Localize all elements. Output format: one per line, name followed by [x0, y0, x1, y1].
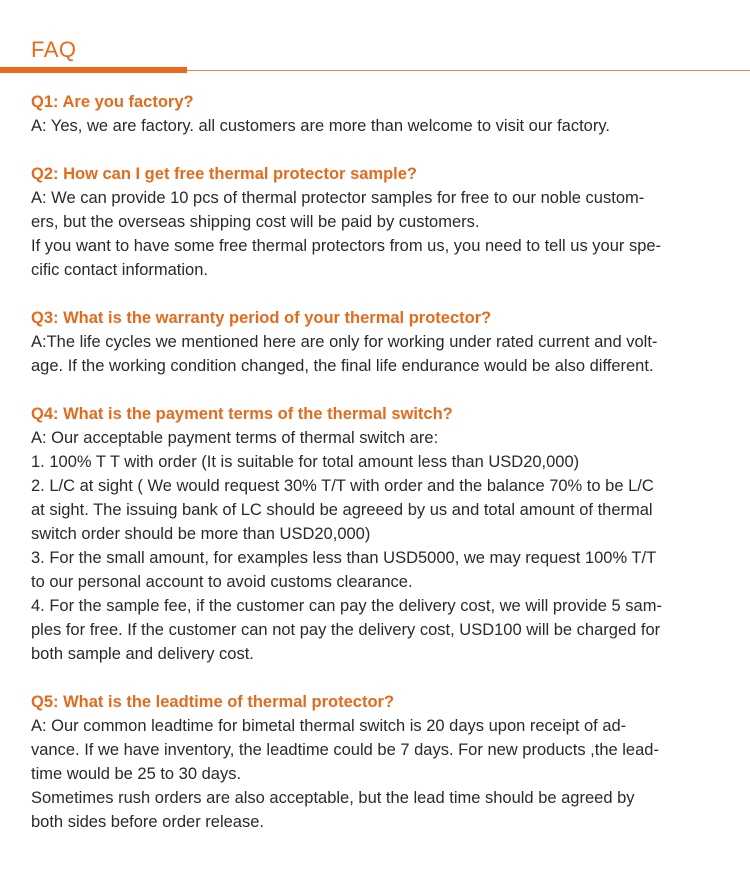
faq-question: Q3: What is the warranty period of your thermal protector? — [31, 309, 492, 327]
faq-item-3 — [31, 306, 711, 378]
faq-answer-line: age. If the working condition changed, the final life endurance would be also different. — [31, 357, 654, 375]
faq-question: Q1: Are you factory? — [31, 93, 194, 111]
faq-answer-line: both sides before order release. — [31, 813, 264, 831]
faq-answer-line: at sight. The issuing bank of LC should be agreeed by us and total amount of thermal — [31, 501, 653, 519]
faq-question: Q4: What is the payment terms of the thermal switch? — [31, 405, 453, 423]
faq-answer-line: If you want to have some free thermal protectors from us, you need to tell us your spe- — [31, 237, 662, 255]
faq-answer-line: ples for free. If the customer can not pay the delivery cost, USD100 will be charged for — [31, 621, 661, 639]
faq-answer-line: 1. 100% T T with order (It is suitable for total amount less than USD20,000) — [31, 453, 580, 471]
faq-answer-line: to our personal account to avoid customs clearance. — [31, 573, 413, 591]
faq-question: Q5: What is the leadtime of thermal protector? — [31, 693, 395, 711]
faq-answer-line: A: Yes, we are factory. all customers are more than welcome to visit our factory. — [31, 117, 610, 135]
faq-answer-line: A: Our common leadtime for bimetal thermal switch is 20 days upon receipt of ad- — [31, 717, 627, 735]
faq-item-5 — [31, 690, 711, 834]
faq-answer-line: 4. For the sample fee, if the customer can pay the delivery cost, we will provide 5 sam- — [31, 597, 662, 615]
faq-answer-line: ers, but the overseas shipping cost will be paid by customers. — [31, 213, 480, 231]
faq-answer-line: A: Our acceptable payment terms of thermal switch are: — [31, 429, 439, 447]
faq-item-2 — [31, 162, 711, 282]
faq-answer-line: 2. L/C at sight ( We would request 30% T/T with order and the balance 70% to be L/C — [31, 477, 654, 495]
faq-answer-line: A: We can provide 10 pcs of thermal protector samples for free to our noble custom- — [31, 189, 645, 207]
faq-answer-line: cific contact information. — [31, 261, 208, 279]
faq-item-1 — [31, 90, 711, 138]
faq-answer-line: 3. For the small amount, for examples less than USD5000, we may request 100% T/T — [31, 549, 657, 567]
faq-answer-line: A:The life cycles we mentioned here are only for working under rated current and volt- — [31, 333, 658, 351]
faq-answer-line: Sometimes rush orders are also acceptable, but the lead time should be agreed by — [31, 789, 635, 807]
faq-list — [31, 90, 711, 858]
faq-answer-line: both sample and delivery cost. — [31, 645, 254, 663]
header-accent-bar — [0, 67, 187, 73]
page-title: FAQ — [31, 37, 77, 62]
faq-answer-line: time would be 25 to 30 days. — [31, 765, 242, 783]
faq-answer-line: switch order should be more than USD20,000) — [31, 525, 371, 543]
faq-item-4 — [31, 402, 711, 666]
faq-answer-line: vance. If we have inventory, the leadtime could be 7 days. For new products ,the lead- — [31, 741, 659, 759]
faq-question: Q2: How can I get free thermal protector sample? — [31, 165, 418, 183]
